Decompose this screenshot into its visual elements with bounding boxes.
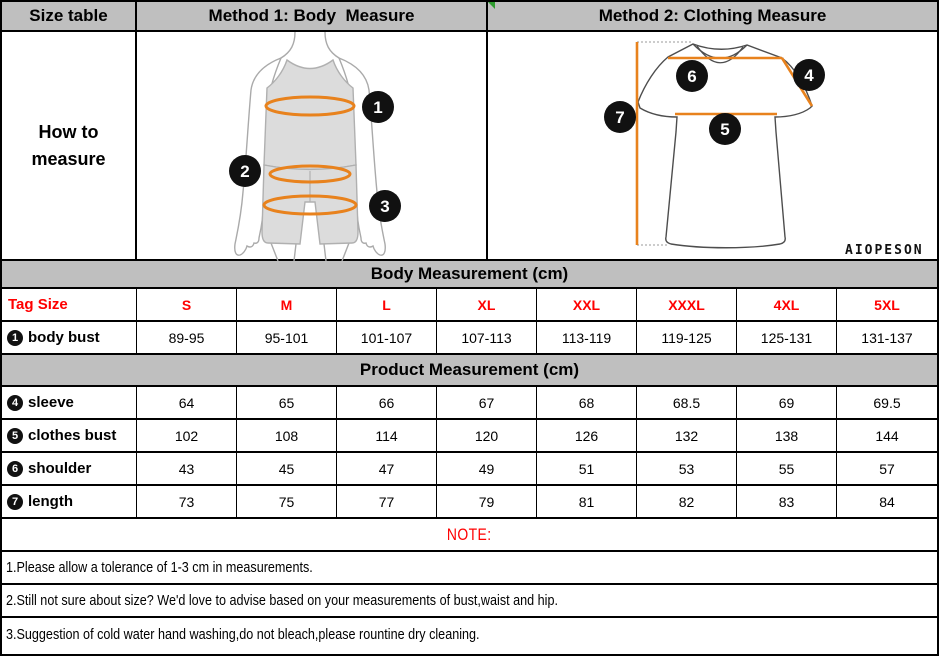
size-col-xl: XL — [437, 289, 537, 320]
sleeve-s: 64 — [137, 387, 237, 418]
size-col-xxl: XXL — [537, 289, 637, 320]
tshirt-figure-illustration — [488, 32, 937, 261]
body-bust-s: 89-95 — [137, 322, 237, 353]
circled-1-icon: 1 — [7, 330, 23, 346]
length-label-text: length — [28, 493, 73, 510]
length-xxl: 81 — [537, 486, 637, 517]
body-bust-l: 101-107 — [337, 322, 437, 353]
product-measurement-band: Product Measurement (cm) — [2, 355, 937, 387]
tshirt-outline — [638, 44, 812, 248]
circled-5-icon: 5 — [7, 428, 23, 444]
circled-4-icon: 4 — [7, 395, 23, 411]
body-marker-2 — [229, 155, 261, 187]
sleeve-xxxl: 68.5 — [637, 387, 737, 418]
shoulder-5xl: 57 — [879, 460, 895, 477]
top-header-row — [2, 2, 937, 32]
circled-7-icon: 7 — [7, 494, 23, 510]
legs-lines — [271, 243, 349, 261]
shoulder-s: 43 — [137, 453, 237, 484]
clothes-bust-4xl: 138 — [737, 420, 837, 451]
body-bust-label — [2, 322, 137, 353]
sleeve-row — [2, 387, 937, 420]
body-marker-1 — [362, 91, 394, 123]
note-item-1-text: 1.Please allow a tolerance of 1-3 cm in measurements. — [6, 559, 313, 576]
shoulder-xxl: 51 — [537, 453, 637, 484]
length-row — [2, 486, 937, 519]
shoulder-4xl: 55 — [737, 453, 837, 484]
body-bust-5xl: 131-137 — [861, 329, 913, 346]
illustration-row — [2, 32, 937, 261]
sleeve-5xl: 69.5 — [873, 394, 901, 411]
length-5xl: 84 — [879, 493, 895, 510]
length-m: 75 — [237, 486, 337, 517]
sleeve-l: 66 — [337, 387, 437, 418]
body-bust-xxxl: 119-125 — [637, 322, 737, 353]
size-col-l: L — [337, 289, 437, 320]
body-marker-1-number: 1 — [373, 98, 383, 117]
shoulder-label — [2, 453, 137, 484]
length-4xl: 83 — [737, 486, 837, 517]
brand-label: AIOPESON — [845, 243, 924, 258]
note-item-3 — [2, 618, 937, 651]
clothing-marker-6-number: 6 — [687, 67, 697, 86]
length-s: 73 — [137, 486, 237, 517]
clothes-bust-l: 114 — [337, 420, 437, 451]
length-label — [2, 486, 137, 517]
neck-left-line — [281, 32, 295, 58]
length-l: 77 — [337, 486, 437, 517]
shoulder-xl: 49 — [437, 453, 537, 484]
clothes-bust-xxxl: 132 — [637, 420, 737, 451]
method2-header: Method 2: Clothing Measure — [488, 2, 937, 32]
note-item-2-text: 2.Still not sure about size? We'd love to advise based on your measurements of bust,waist and hip. — [6, 592, 558, 609]
circled-6-icon: 6 — [7, 461, 23, 477]
clothes-bust-m: 108 — [237, 420, 337, 451]
clothing-marker-4-number: 4 — [804, 66, 814, 85]
note-item-3-text: 3.Suggestion of cold water hand washing,do not bleach,please rountine dry cleaning. — [6, 626, 480, 643]
note-item-1 — [2, 552, 937, 585]
clothing-marker-6 — [676, 60, 708, 92]
body-bust-4xl: 125-131 — [737, 322, 837, 353]
note-title-text: NOTE: — [447, 524, 492, 544]
shoulder-l: 47 — [337, 453, 437, 484]
body-figure-illustration — [137, 32, 486, 261]
length-xl: 79 — [437, 486, 537, 517]
body-measurement-band: Body Measurement (cm) — [2, 261, 937, 289]
length-xxxl: 82 — [637, 486, 737, 517]
tag-size-label: Tag Size — [2, 289, 137, 320]
note-title-row — [2, 519, 937, 552]
body-bust-xxl: 113-119 — [537, 322, 637, 353]
size-table-header: Size table — [2, 2, 137, 32]
sleeve-label — [2, 387, 137, 418]
body-bust-label-text: body bust — [28, 329, 100, 346]
shoulder-m: 45 — [237, 453, 337, 484]
clothes-bust-xxl: 126 — [537, 420, 637, 451]
sleeve-xxl: 68 — [537, 387, 637, 418]
size-col-xxxl: XXXL — [637, 289, 737, 320]
sleeve-label-text: sleeve — [28, 394, 74, 411]
shoulder-xxxl: 53 — [637, 453, 737, 484]
body-marker-3 — [369, 190, 401, 222]
neck-right-line — [325, 32, 339, 58]
body-bust-m: 95-101 — [237, 322, 337, 353]
clothing-marker-7-number: 7 — [615, 108, 625, 127]
how-to-measure-text: How to measure — [31, 121, 106, 169]
shoulder-label-text: shoulder — [28, 460, 92, 477]
size-col-5xl: 5XL — [874, 296, 900, 313]
clothing-marker-7 — [604, 101, 636, 133]
clothing-figure-cell — [488, 32, 937, 261]
sleeve-4xl: 69 — [737, 387, 837, 418]
body-marker-2-number: 2 — [240, 162, 250, 181]
shoulder-row — [2, 453, 937, 486]
size-col-4xl: 4XL — [737, 289, 837, 320]
clothes-bust-xl: 120 — [437, 420, 537, 451]
body-bust-xl: 107-113 — [437, 322, 537, 353]
size-col-m: M — [237, 289, 337, 320]
clothes-bust-s: 102 — [137, 420, 237, 451]
note-item-2 — [2, 585, 937, 618]
body-bust-row — [2, 322, 937, 355]
body-figure-cell — [137, 32, 488, 261]
size-col-s: S — [137, 289, 237, 320]
clothing-marker-5 — [709, 113, 741, 145]
clothing-marker-4 — [793, 59, 825, 91]
clothes-bust-label-text: clothes bust — [28, 427, 117, 444]
tag-size-row — [2, 289, 937, 322]
clothes-bust-label — [2, 420, 137, 451]
how-to-measure-label — [2, 32, 137, 261]
clothes-bust-row — [2, 420, 937, 453]
clothing-marker-5-number: 5 — [720, 120, 730, 139]
method1-header: Method 1: Body Measure — [137, 2, 488, 32]
clothes-bust-5xl: 144 — [875, 427, 899, 444]
body-marker-3-number: 3 — [380, 197, 390, 216]
sleeve-m: 65 — [237, 387, 337, 418]
sleeve-xl: 67 — [437, 387, 537, 418]
